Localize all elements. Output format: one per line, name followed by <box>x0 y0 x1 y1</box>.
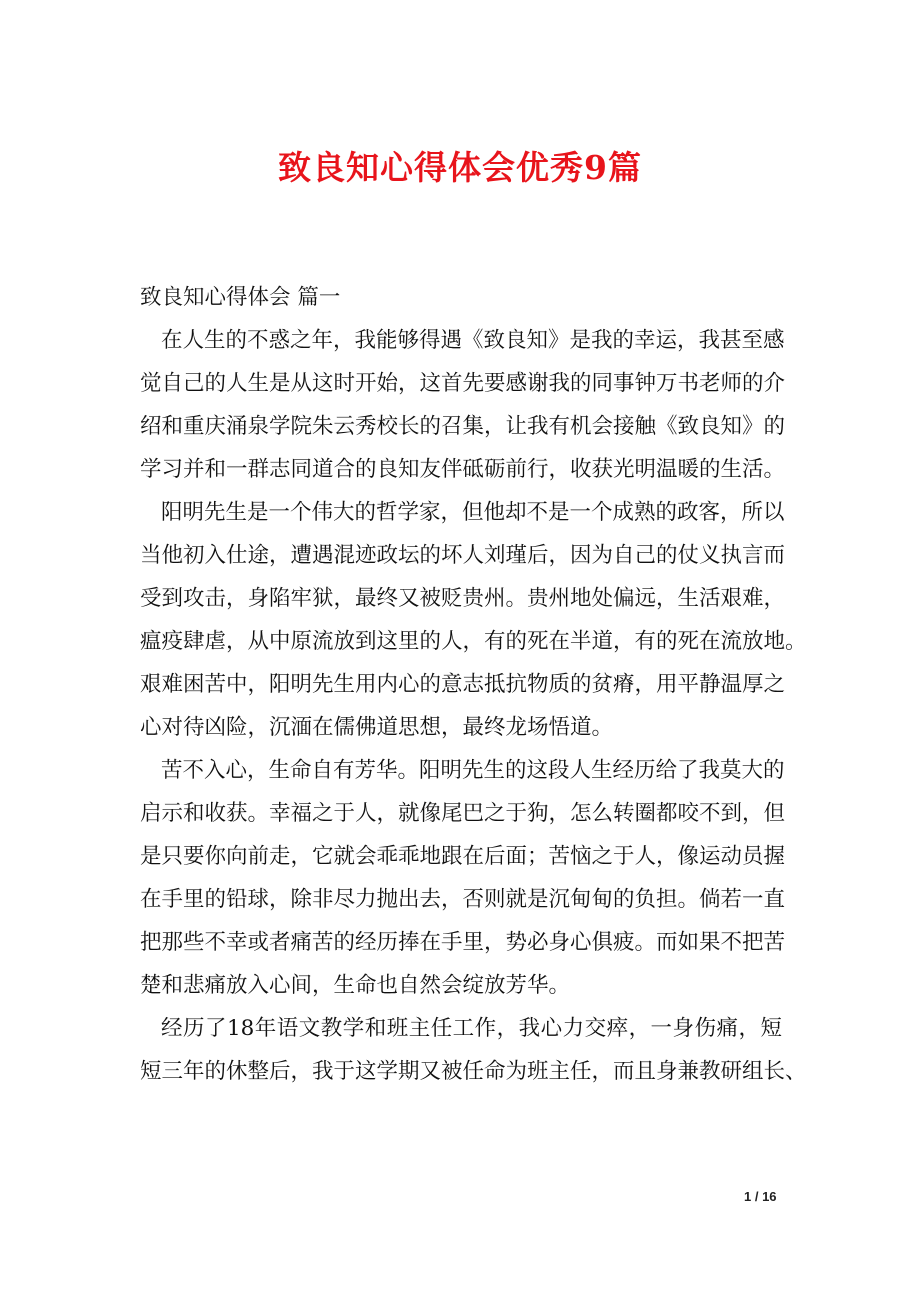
paragraph <box>140 749 786 1007</box>
paragraph-line: 在手里的铅球，除非尽力抛出去，否则就是沉甸甸的负担。倘若一直 <box>140 887 786 912</box>
paragraph-line: 启示和收获。幸福之于人，就像尾巴之于狗，怎么转圈都咬不到，但 <box>140 801 786 826</box>
page-number: 1 / 16 <box>744 1189 777 1204</box>
paragraph-line: 经历了18年语文教学和班主任工作，我心力交瘁，一身伤痛，短 <box>161 1016 782 1041</box>
paragraph-line: 心对待凶险，沉湎在儒佛道思想，最终龙场悟道。 <box>140 715 614 740</box>
paragraph-line: 楚和悲痛放入心间，生命也自然会绽放芳华。 <box>140 973 571 998</box>
paragraph-line: 瘟疫肆虐，从中原流放到这里的人，有的死在半道，有的死在流放地。 <box>140 629 807 654</box>
paragraph-line: 觉自己的人生是从这时开始，这首先要感谢我的同事钟万书老师的介 <box>140 371 786 396</box>
paragraph-line: 是只要你向前走，它就会乖乖地跟在后面；苦恼之于人，像运动员握 <box>140 844 786 869</box>
paragraph-line: 绍和重庆涌泉学院朱云秀校长的召集，让我有机会接触《致良知》的 <box>140 414 786 439</box>
document-title: 致良知心得体会优秀9篇 <box>278 148 642 187</box>
paragraph <box>140 491 807 749</box>
document-body <box>140 276 807 1093</box>
section-heading: 致良知心得体会 篇一 <box>140 285 341 310</box>
paragraph-line: 苦不入心，生命自有芳华。阳明先生的这段人生经历给了我莫大的 <box>161 758 785 783</box>
paragraph-line: 在人生的不惑之年，我能够得遇《致良知》是我的幸运，我甚至感 <box>161 328 785 353</box>
paragraph <box>140 319 786 491</box>
paragraph-line: 受到攻击，身陷牢狱，最终又被贬贵州。贵州地处偏远，生活艰难， <box>140 586 786 611</box>
paragraph-line: 当他初入仕途，遭遇混迹政坛的坏人刘瑾后，因为自己的仗义执言而 <box>140 543 786 568</box>
paragraph-line: 阳明先生是一个伟大的哲学家，但他却不是一个成熟的政客，所以 <box>161 500 785 525</box>
paragraph-line: 艰难困苦中，阳明先生用内心的意志抵抗物质的贫瘠，用平静温厚之 <box>140 672 786 697</box>
paragraph-line: 学习并和一群志同道合的良知友伴砥砺前行，收获光明温暖的生活。 <box>140 457 786 482</box>
paragraph <box>140 1007 807 1093</box>
paragraph-line: 把那些不幸或者痛苦的经历捧在手里，势必身心俱疲。而如果不把苦 <box>140 930 786 955</box>
paragraph-line: 短三年的休整后，我于这学期又被任命为班主任，而且身兼教研组长、 <box>140 1059 807 1084</box>
